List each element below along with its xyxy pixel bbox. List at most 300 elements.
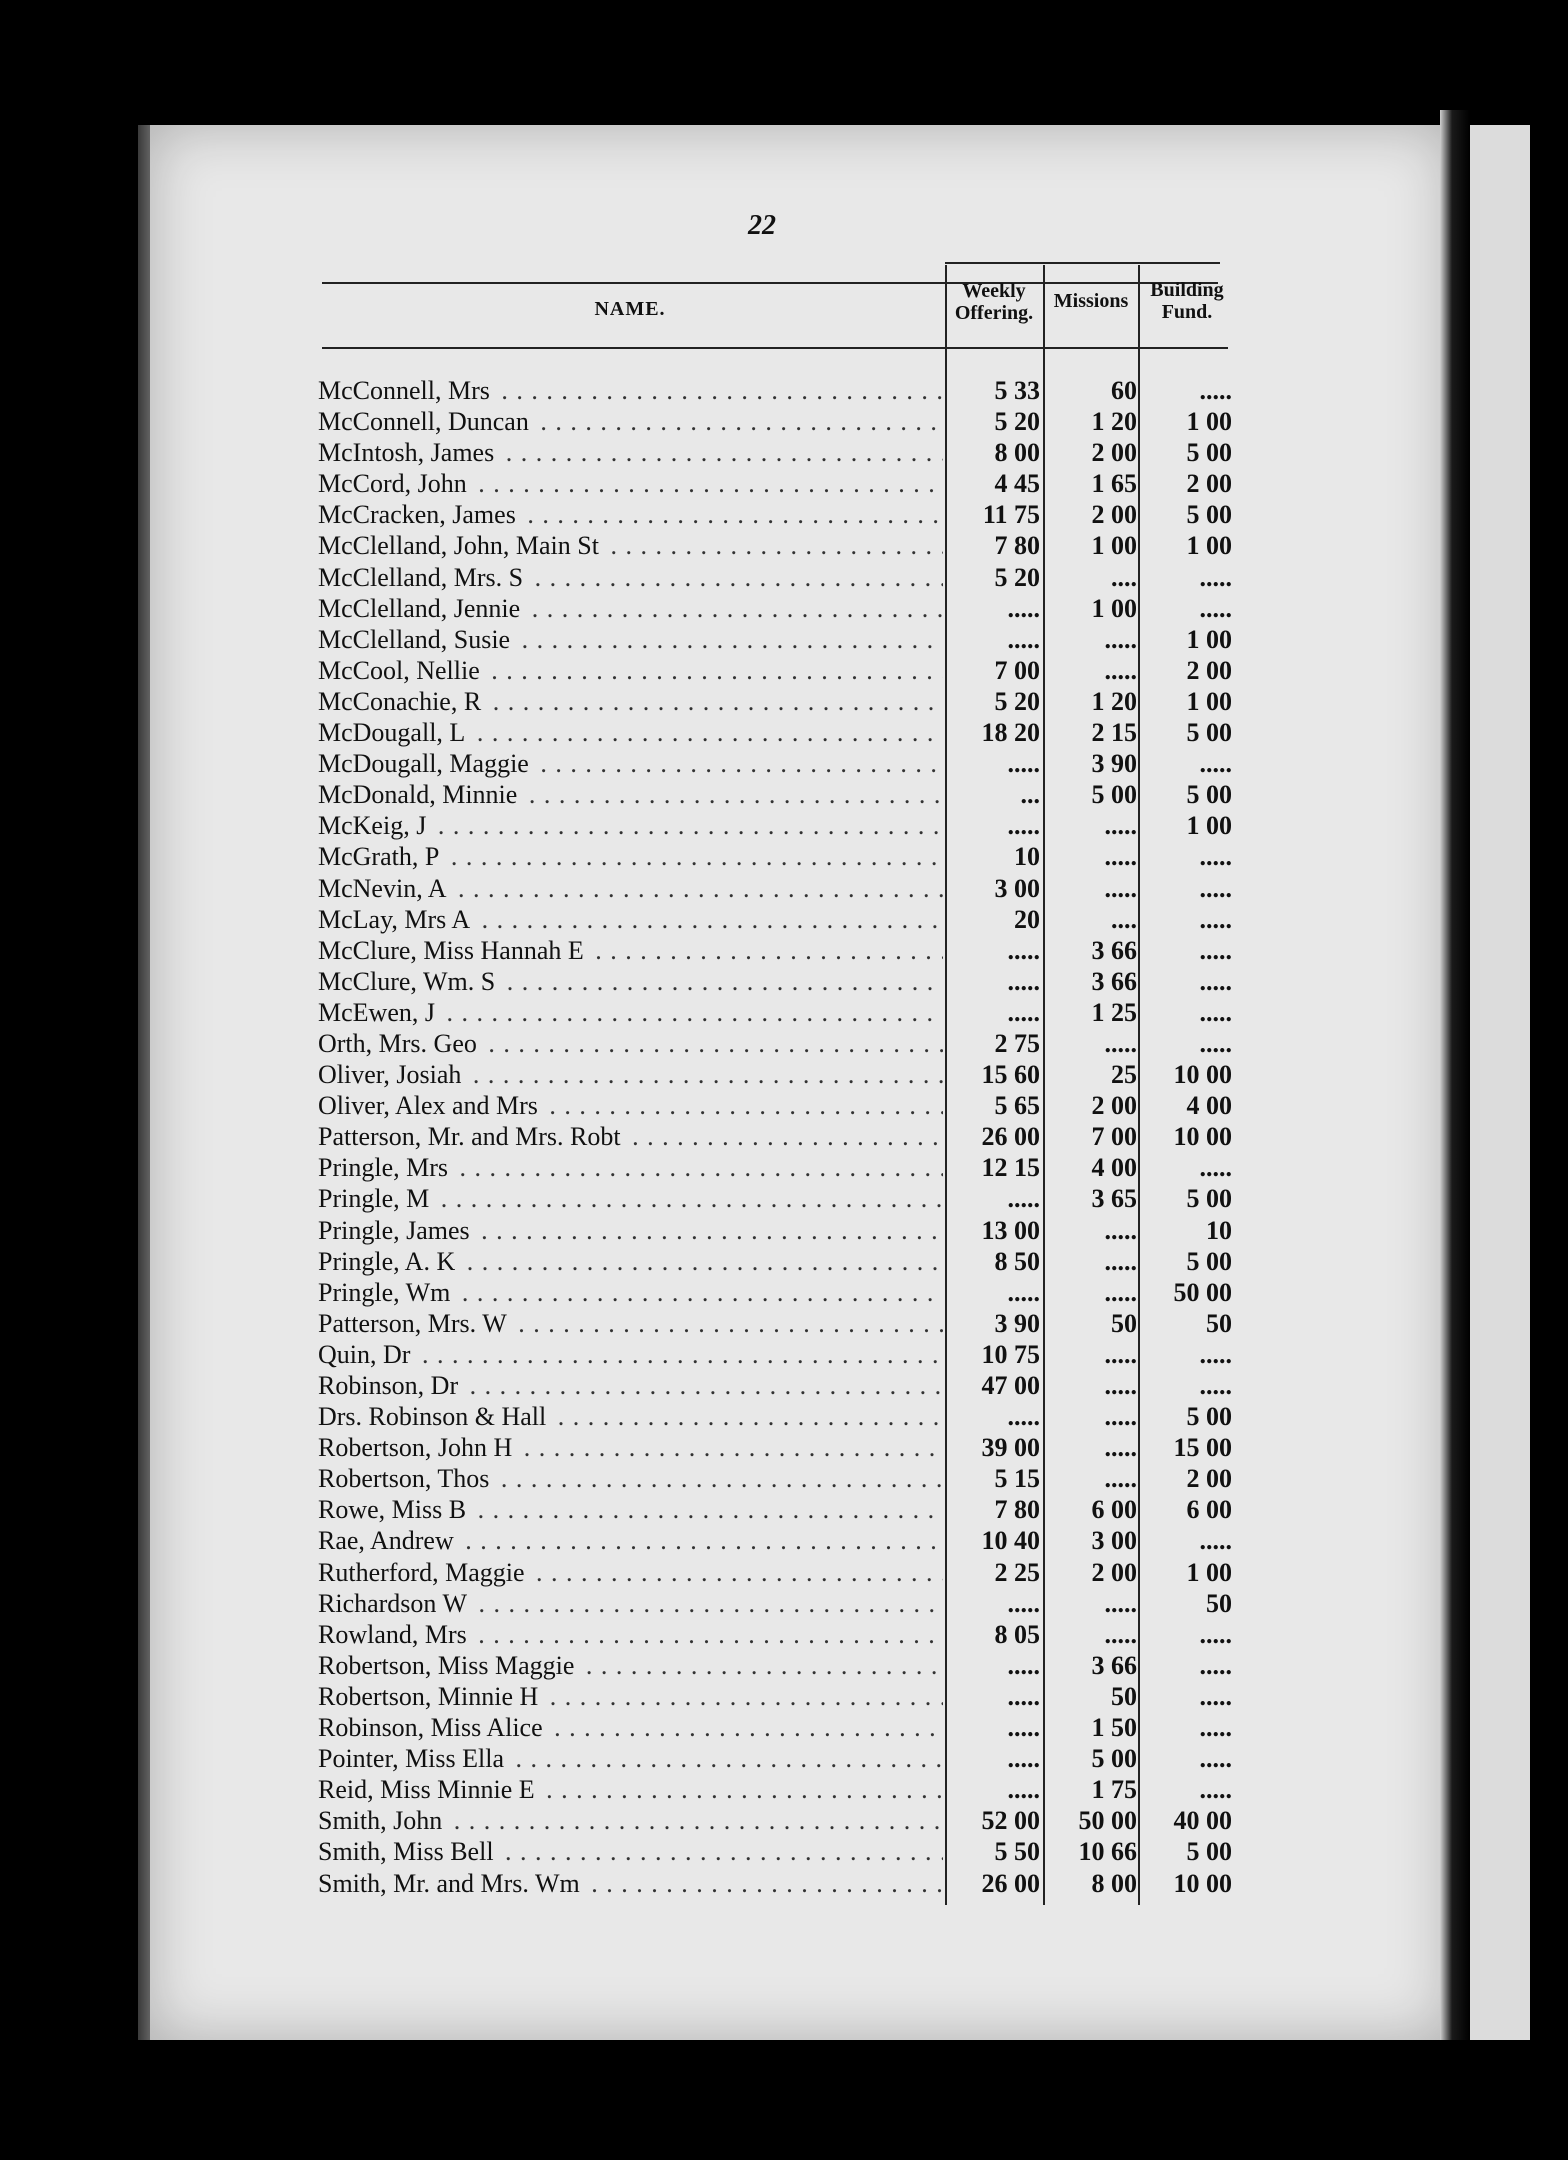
weekly-offering-cell: ..... (1007, 1650, 1040, 1680)
contributor-name: McDougall, L (318, 718, 469, 747)
weekly-offering-cell: 2 75 (994, 1028, 1040, 1058)
building-fund-cell: 1 00 (1186, 531, 1232, 561)
contributor-name-cell (318, 717, 943, 748)
missions-cell: ..... (1104, 842, 1137, 872)
building-fund-cell: 10 00 (1173, 1060, 1232, 1090)
missions-cell: 1 20 (1091, 407, 1137, 437)
table-row (318, 1774, 1238, 1805)
table-row (318, 593, 1238, 624)
building-fund-cell: ..... (1199, 1775, 1232, 1805)
building-fund-cell: 2 00 (1186, 655, 1232, 685)
weekly-offering-cell: ..... (1007, 1184, 1040, 1214)
weekly-offering-cell: 20 (1014, 904, 1040, 934)
building-fund-cell: ..... (1199, 749, 1232, 779)
contributor-name: Richardson W (318, 1589, 471, 1618)
missions-cell: ..... (1104, 655, 1137, 685)
contributor-name: Patterson, Mr. and Mrs. Robt (318, 1122, 625, 1151)
contributor-name: Pringle, Mrs (318, 1153, 452, 1182)
weekly-offering-cell: 10 75 (981, 1339, 1040, 1369)
contributor-name: Pringle, A. K (318, 1247, 459, 1276)
table-row (318, 437, 1238, 468)
contributor-name-cell (318, 375, 943, 406)
missions-cell: 3 90 (1091, 749, 1137, 779)
table-row (318, 1557, 1238, 1588)
contributor-name: Robertson, Minnie H (318, 1682, 542, 1711)
contributor-name: Rowe, Miss B (318, 1495, 470, 1524)
contributor-name-cell (318, 1152, 943, 1183)
table-row (318, 841, 1238, 872)
contributor-name-cell (318, 1215, 943, 1246)
table-row (318, 1836, 1238, 1867)
contributor-name: Smith, Miss Bell (318, 1837, 498, 1866)
weekly-offering-cell: 5 65 (994, 1091, 1040, 1121)
missions-cell: 1 00 (1091, 531, 1137, 561)
weekly-offering-cell: 5 20 (994, 562, 1040, 592)
contributor-name-cell (318, 1712, 943, 1743)
contributor-name-cell (318, 1121, 943, 1152)
building-fund-cell: 4 00 (1186, 1091, 1232, 1121)
weekly-offering-cell: 5 50 (994, 1837, 1040, 1867)
contributor-name: Smith, Mr. and Mrs. Wm (318, 1869, 584, 1898)
contributor-name: Pringle, James (318, 1216, 474, 1245)
weekly-offering-cell: 13 00 (981, 1215, 1040, 1245)
contributor-name: McDonald, Minnie (318, 780, 521, 809)
missions-cell: ..... (1104, 1371, 1137, 1400)
missions-cell: 3 66 (1091, 1650, 1137, 1680)
contributor-name: Pointer, Miss Ella (318, 1744, 508, 1773)
building-fund-cell: 50 00 (1173, 1277, 1232, 1307)
table-row (318, 1681, 1238, 1712)
table-row (318, 997, 1238, 1028)
building-fund-cell: 5 00 (1186, 500, 1232, 530)
table-row (318, 1805, 1238, 1836)
contributor-name-cell (318, 1090, 943, 1121)
building-fund-cell: 1 00 (1186, 624, 1232, 654)
table-row (318, 686, 1238, 717)
weekly-offering-cell: 8 00 (994, 438, 1040, 468)
contributor-name: Oliver, Alex and Mrs (318, 1091, 542, 1120)
contributor-name-cell (318, 562, 943, 593)
contributor-name-cell (318, 1370, 943, 1401)
missions-cell: ..... (1104, 1588, 1137, 1618)
contributor-name-cell (318, 1868, 943, 1899)
weekly-offering-cell: 8 05 (994, 1619, 1040, 1649)
table-row (318, 1525, 1238, 1556)
contributor-name: Robertson, Thos (318, 1464, 493, 1493)
weekly-offering-cell: 5 33 (994, 376, 1040, 405)
weekly-offering-cell: 7 80 (994, 1495, 1040, 1525)
missions-cell: 4 00 (1091, 1153, 1137, 1183)
table-row (318, 779, 1238, 810)
contributor-name: McCord, John (318, 469, 471, 498)
weekly-offering-cell: 47 00 (981, 1371, 1040, 1400)
building-fund-cell: ..... (1199, 1339, 1232, 1369)
page-edge (1440, 110, 1470, 2040)
adjacent-page (1470, 125, 1530, 2040)
weekly-offering-cell: ..... (1007, 1681, 1040, 1711)
weekly-offering-cell: 2 25 (994, 1557, 1040, 1587)
contributor-name-cell (318, 1681, 943, 1712)
weekly-offering-cell: ..... (1007, 1588, 1040, 1618)
contributor-name-cell (318, 1432, 943, 1463)
building-fund-cell: ..... (1199, 997, 1232, 1027)
weekly-offering-cell: 52 00 (981, 1806, 1040, 1836)
weekly-offering-cell: 3 00 (994, 873, 1040, 903)
table-row (318, 1246, 1238, 1277)
table-row (318, 468, 1238, 499)
contributor-name: McDougall, Maggie (318, 749, 533, 778)
missions-cell: 10 66 (1078, 1837, 1137, 1867)
missions-cell: 1 20 (1091, 686, 1137, 716)
missions-cell: ..... (1104, 1277, 1137, 1307)
header-rule-bottom (322, 347, 1228, 349)
table-row (318, 1432, 1238, 1463)
contributor-name: McClure, Miss Hannah E (318, 936, 588, 965)
weekly-offering-cell: 5 15 (994, 1464, 1040, 1494)
column-header-missions: Missions (1053, 290, 1129, 312)
table-row (318, 904, 1238, 935)
building-fund-cell: 10 00 (1173, 1122, 1232, 1152)
building-fund-cell: ..... (1199, 842, 1232, 872)
contributor-name-cell (318, 1463, 943, 1494)
contributor-name-cell (318, 1525, 943, 1556)
building-fund-cell: 1 00 (1186, 811, 1232, 841)
contributor-name-cell (318, 966, 943, 997)
weekly-offering-cell: ..... (1007, 966, 1040, 996)
table-row (318, 562, 1238, 593)
contributor-name: Robertson, Miss Maggie (318, 1651, 578, 1680)
weekly-offering-cell: 18 20 (981, 718, 1040, 748)
building-fund-cell: ..... (1199, 966, 1232, 996)
contributor-name-cell (318, 935, 943, 966)
weekly-offering-cell: ..... (1007, 1744, 1040, 1774)
contributor-name-cell (318, 873, 943, 904)
building-fund-cell: ..... (1199, 1153, 1232, 1183)
weekly-offering-cell: ..... (1007, 1277, 1040, 1307)
weekly-offering-cell: ..... (1007, 749, 1040, 779)
weekly-offering-cell: 10 40 (981, 1526, 1040, 1556)
building-fund-cell: 6 00 (1186, 1495, 1232, 1525)
building-fund-cell: ..... (1199, 1619, 1232, 1649)
building-fund-cell: 5 00 (1186, 438, 1232, 468)
building-fund-cell: 50 (1206, 1588, 1232, 1618)
missions-cell: ..... (1104, 1464, 1137, 1494)
missions-cell: ..... (1104, 1433, 1137, 1463)
building-fund-cell: 5 00 (1186, 1837, 1232, 1867)
contributor-name: McConachie, R (318, 687, 485, 716)
table-row (318, 1463, 1238, 1494)
contributor-name: McClelland, Susie (318, 625, 514, 654)
missions-cell: 1 65 (1091, 469, 1137, 499)
building-fund-cell: ..... (1199, 562, 1232, 592)
contributor-name: McEwen, J (318, 998, 439, 1027)
contributor-name: McCool, Nellie (318, 656, 484, 685)
table-row (318, 717, 1238, 748)
missions-cell: 50 (1111, 1681, 1137, 1711)
contributor-name-cell (318, 997, 943, 1028)
weekly-offering-cell: 8 50 (994, 1246, 1040, 1276)
building-fund-cell: ..... (1199, 1681, 1232, 1711)
weekly-offering-cell: ..... (1007, 997, 1040, 1027)
building-fund-cell: 1 00 (1186, 686, 1232, 716)
table-row (318, 1712, 1238, 1743)
table-row (318, 1308, 1238, 1339)
table-row (318, 748, 1238, 779)
building-fund-cell: 2 00 (1186, 469, 1232, 499)
missions-cell: 1 25 (1091, 997, 1137, 1027)
contributor-name-cell (318, 624, 943, 655)
contributor-name: McGrath, P (318, 842, 443, 871)
table-row (318, 1743, 1238, 1774)
contributor-name: McClelland, Jennie (318, 594, 524, 623)
header-rule-top-columns (945, 262, 1220, 264)
contributor-name: McNevin, A (318, 874, 451, 903)
column-header-building-fund: Building Fund. (1150, 279, 1224, 323)
missions-cell: 2 00 (1091, 1091, 1137, 1121)
table-row (318, 530, 1238, 561)
weekly-offering-cell: 3 90 (994, 1308, 1040, 1338)
table-row (318, 1494, 1238, 1525)
missions-cell: ..... (1104, 1246, 1137, 1276)
weekly-offering-cell: 26 00 (981, 1868, 1040, 1898)
building-fund-cell: 2 00 (1186, 1464, 1232, 1494)
missions-cell: 50 00 (1078, 1806, 1137, 1836)
table-row (318, 1339, 1238, 1370)
contributor-name-cell (318, 1308, 943, 1339)
weekly-offering-cell: 7 00 (994, 655, 1040, 685)
contributor-name-cell (318, 904, 943, 935)
weekly-offering-cell: 39 00 (981, 1433, 1040, 1463)
table-row (318, 1868, 1238, 1899)
missions-cell: 3 66 (1091, 935, 1137, 965)
contributor-name-cell (318, 437, 943, 468)
building-fund-cell: 5 00 (1186, 780, 1232, 810)
table-row (318, 1121, 1238, 1152)
weekly-offering-cell: 10 (1014, 842, 1040, 872)
table-row (318, 1028, 1238, 1059)
contributor-name-cell (318, 779, 943, 810)
contributor-name: Rutherford, Maggie (318, 1558, 529, 1587)
table-row (318, 375, 1238, 406)
weekly-offering-cell: ..... (1007, 624, 1040, 654)
missions-cell: 25 (1111, 1060, 1137, 1090)
contributor-name: McClelland, John, Main St (318, 531, 603, 560)
building-fund-cell: ..... (1199, 1371, 1232, 1400)
contributor-name: Robertson, John H (318, 1433, 516, 1462)
table-row (318, 655, 1238, 686)
contributor-name-cell (318, 1277, 943, 1308)
contributor-name-cell (318, 1650, 943, 1681)
table-row (318, 1059, 1238, 1090)
contributor-name: McIntosh, James (318, 438, 498, 467)
contributor-name: Rae, Andrew (318, 1526, 458, 1555)
table-row (318, 624, 1238, 655)
building-fund-cell: 5 00 (1186, 1402, 1232, 1432)
table-row (318, 1370, 1238, 1401)
table-row (318, 1215, 1238, 1246)
table-row (318, 1619, 1238, 1650)
missions-cell: 1 00 (1091, 593, 1137, 623)
missions-cell: 3 65 (1091, 1184, 1137, 1214)
missions-cell: 8 00 (1091, 1868, 1137, 1898)
header-rule-top (322, 282, 1218, 284)
building-fund-cell: 10 00 (1173, 1868, 1232, 1898)
contributor-name-cell (318, 1743, 943, 1774)
missions-cell: ..... (1104, 1215, 1137, 1245)
missions-cell: 2 00 (1091, 500, 1137, 530)
building-fund-cell: ..... (1199, 1713, 1232, 1743)
table-row (318, 935, 1238, 966)
weekly-offering-cell: ..... (1007, 1775, 1040, 1805)
missions-cell: 1 75 (1091, 1775, 1137, 1805)
contributor-name-cell (318, 748, 943, 779)
building-fund-cell: 15 00 (1173, 1433, 1232, 1463)
contributor-name-cell (318, 655, 943, 686)
contributor-name-cell (318, 1246, 943, 1277)
contributor-name: McConnell, Duncan (318, 407, 533, 436)
building-fund-cell: 10 (1206, 1215, 1232, 1245)
building-fund-cell: 50 (1206, 1308, 1232, 1338)
missions-cell: ..... (1104, 624, 1137, 654)
weekly-offering-cell: 11 75 (982, 500, 1040, 530)
missions-cell: 5 00 (1091, 1744, 1137, 1774)
missions-cell: 7 00 (1091, 1122, 1137, 1152)
contributor-name-cell (318, 1339, 943, 1370)
building-fund-cell: ..... (1199, 1650, 1232, 1680)
contributor-name: Drs. Robinson & Hall (318, 1402, 550, 1431)
missions-cell: 50 (1111, 1308, 1137, 1338)
contributor-name-cell (318, 406, 943, 437)
table-row (318, 1183, 1238, 1214)
contributor-name-cell (318, 1059, 943, 1090)
contributor-name-cell (318, 530, 943, 561)
contributor-name-cell (318, 468, 943, 499)
contributor-name-cell (318, 1028, 943, 1059)
missions-cell: 5 00 (1091, 780, 1137, 810)
missions-cell: 3 66 (1091, 966, 1137, 996)
contributor-name-cell (318, 1494, 943, 1525)
contributor-name: Oliver, Josiah (318, 1060, 465, 1089)
page-number: 22 (748, 210, 776, 241)
table-row (318, 873, 1238, 904)
weekly-offering-cell: 4 45 (994, 469, 1040, 499)
table-row (318, 1401, 1238, 1432)
table-row (318, 810, 1238, 841)
contributor-name: Patterson, Mrs. W (318, 1309, 511, 1338)
contributor-name: Quin, Dr (318, 1340, 414, 1369)
missions-cell: ..... (1104, 811, 1137, 841)
missions-cell: 1 50 (1091, 1713, 1137, 1743)
weekly-offering-cell: ..... (1007, 1713, 1040, 1743)
missions-cell: ..... (1104, 1402, 1137, 1432)
weekly-offering-cell: ..... (1007, 935, 1040, 965)
building-fund-cell: ..... (1199, 1744, 1232, 1774)
missions-cell: 2 00 (1091, 438, 1137, 468)
weekly-offering-cell: 5 20 (994, 686, 1040, 716)
missions-cell: .... (1111, 562, 1137, 592)
building-fund-cell: 40 00 (1173, 1806, 1232, 1836)
building-fund-cell: ..... (1199, 376, 1232, 405)
building-fund-cell: ..... (1199, 593, 1232, 623)
weekly-offering-cell: 5 20 (994, 407, 1040, 437)
missions-cell: 6 00 (1091, 1495, 1137, 1525)
weekly-offering-cell: ..... (1007, 811, 1040, 841)
building-fund-cell: ..... (1199, 935, 1232, 965)
table-row (318, 1090, 1238, 1121)
building-fund-cell: 1 00 (1186, 407, 1232, 437)
weekly-offering-cell: ... (1020, 780, 1040, 810)
weekly-offering-cell: ..... (1007, 1402, 1040, 1432)
contributor-name-cell (318, 499, 943, 530)
missions-cell: .... (1111, 904, 1137, 934)
weekly-offering-cell: 26 00 (981, 1122, 1040, 1152)
contributor-name-cell (318, 1774, 943, 1805)
contributor-name-cell (318, 593, 943, 624)
building-fund-cell: ..... (1199, 873, 1232, 903)
contributor-name: McClelland, Mrs. S (318, 563, 527, 592)
weekly-offering-cell: 15 60 (981, 1060, 1040, 1090)
contributor-name-cell (318, 1805, 943, 1836)
weekly-offering-cell: 7 80 (994, 531, 1040, 561)
column-header-weekly-offering: Weekly Offering. (954, 280, 1034, 324)
contributor-name: Robinson, Dr (318, 1371, 462, 1400)
missions-cell: ..... (1104, 1339, 1137, 1369)
table-row (318, 1277, 1238, 1308)
contribution-list (318, 375, 1238, 1899)
weekly-offering-cell: 12 15 (981, 1153, 1040, 1183)
contributor-name: Reid, Miss Minnie E (318, 1775, 539, 1804)
missions-cell: ..... (1104, 873, 1137, 903)
contributor-name-cell (318, 686, 943, 717)
missions-cell: ..... (1104, 1028, 1137, 1058)
missions-cell: 2 00 (1091, 1557, 1137, 1587)
contributor-name-cell (318, 1836, 943, 1867)
contributor-name: Robinson, Miss Alice (318, 1713, 547, 1742)
missions-cell: 60 (1111, 376, 1137, 405)
contributor-name: Smith, John (318, 1806, 446, 1835)
building-fund-cell: 5 00 (1186, 718, 1232, 748)
building-fund-cell: 5 00 (1186, 1184, 1232, 1214)
building-fund-cell: ..... (1199, 904, 1232, 934)
table-row (318, 1588, 1238, 1619)
building-fund-cell: 1 00 (1186, 1557, 1232, 1587)
missions-cell: ..... (1104, 1619, 1137, 1649)
table-row (318, 1152, 1238, 1183)
contributor-name: McConnell, Mrs (318, 376, 494, 405)
table-row (318, 1650, 1238, 1681)
building-fund-cell: 5 00 (1186, 1246, 1232, 1276)
table-row (318, 966, 1238, 997)
contributor-name-cell (318, 1401, 943, 1432)
weekly-offering-cell: ..... (1007, 593, 1040, 623)
contributor-name-cell (318, 1183, 943, 1214)
contributor-name: McCracken, James (318, 500, 520, 529)
missions-cell: 3 00 (1091, 1526, 1137, 1556)
building-fund-cell: ..... (1199, 1028, 1232, 1058)
contributor-name: Rowland, Mrs (318, 1620, 471, 1649)
missions-cell: 2 15 (1091, 718, 1137, 748)
building-fund-cell: ..... (1199, 1526, 1232, 1556)
contributor-name-cell (318, 1619, 943, 1650)
contributor-name: McLay, Mrs A (318, 905, 474, 934)
contributor-name-cell (318, 810, 943, 841)
contributor-name: Pringle, Wm (318, 1278, 454, 1307)
contributor-name-cell (318, 1557, 943, 1588)
contributor-name: McKeig, J (318, 811, 430, 840)
table-row (318, 499, 1238, 530)
table-row (318, 406, 1238, 437)
contributor-name-cell (318, 841, 943, 872)
